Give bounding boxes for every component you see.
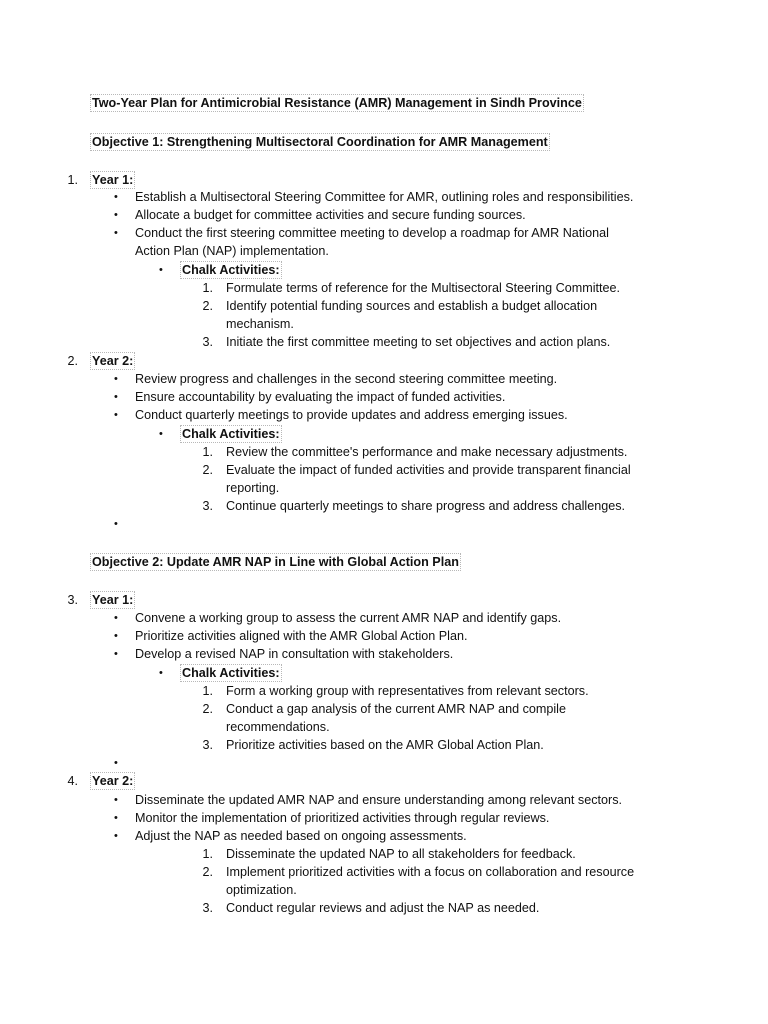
list-item: Adjust the NAP as needed based on ongoing assessments. (135, 829, 467, 843)
list-number: 3. (202, 335, 213, 349)
list-number: 1. (202, 684, 213, 698)
bullet-marker: • (114, 227, 118, 239)
list-number: 3. (202, 738, 213, 752)
bullet-marker: • (114, 409, 118, 421)
bullet-marker: • (114, 812, 118, 824)
list-number: 1. (202, 847, 213, 861)
list-number: 2. (202, 463, 213, 477)
objective-1-heading: Objective 1: Strengthening Multisectoral Coordination for AMR Management (92, 135, 548, 149)
step-item-continuation: optimization. (226, 883, 297, 897)
bullet-marker: • (159, 667, 163, 679)
chalk-activity-continuation: reporting. (226, 481, 280, 495)
list-item: Conduct quarterly meetings to provide updates and address emerging issues. (135, 408, 568, 422)
chalk-activity-continuation: mechanism. (226, 317, 294, 331)
list-number: 3. (67, 593, 78, 607)
chalk-activities-label: Chalk Activities: (182, 427, 280, 441)
chalk-activities-label: Chalk Activities: (182, 263, 280, 277)
step-item: Conduct regular reviews and adjust the NAP as needed. (226, 901, 540, 915)
year-label: Year 2: (92, 774, 134, 788)
list-item: Disseminate the updated AMR NAP and ensure understanding among relevant sectors. (135, 793, 623, 807)
chalk-activities-label: Chalk Activities: (182, 666, 280, 680)
list-number: 2. (67, 354, 78, 368)
bullet-marker: • (114, 648, 118, 660)
list-number: 4. (67, 774, 78, 788)
bullet-marker: • (159, 264, 163, 276)
list-number: 3. (202, 901, 213, 915)
bullet-marker: • (114, 191, 118, 203)
bullet-marker: • (114, 391, 118, 403)
list-number: 1. (202, 281, 213, 295)
list-item: Monitor the implementation of prioritized activities through regular reviews. (135, 811, 550, 825)
empty-bullet-marker: • (114, 518, 118, 530)
step-item: Disseminate the updated NAP to all stakeholders for feedback. (226, 847, 576, 861)
chalk-activity: Evaluate the impact of funded activities and provide transparent financial (226, 463, 631, 477)
chalk-activity: Continue quarterly meetings to share progress and address challenges. (226, 499, 626, 513)
year-label: Year 2: (92, 354, 134, 368)
bullet-marker: • (114, 373, 118, 385)
chalk-activity: Identify potential funding sources and establish a budget allocation (226, 299, 598, 313)
year-label: Year 1: (92, 173, 134, 187)
list-number: 2. (202, 702, 213, 716)
step-item: Implement prioritized activities with a focus on collaboration and resource (226, 865, 635, 879)
bullet-marker: • (159, 428, 163, 440)
chalk-activity-continuation: recommendations. (226, 720, 330, 734)
list-item-continuation: Action Plan (NAP) implementation. (135, 244, 329, 258)
bullet-marker: • (114, 209, 118, 221)
bullet-marker: • (114, 830, 118, 842)
list-item: Convene a working group to assess the current AMR NAP and identify gaps. (135, 611, 562, 625)
list-item: Conduct the first steering committee meeting to develop a roadmap for AMR National (135, 226, 609, 240)
list-item: Develop a revised NAP in consultation with stakeholders. (135, 647, 454, 661)
objective-2-heading: Objective 2: Update AMR NAP in Line with Global Action Plan (92, 555, 459, 569)
empty-bullet-marker: • (114, 757, 118, 769)
bullet-marker: • (114, 630, 118, 642)
chalk-activity: Initiate the first committee meeting to set objectives and action plans. (226, 335, 611, 349)
year-label: Year 1: (92, 593, 134, 607)
list-number: 2. (202, 299, 213, 313)
bullet-marker: • (114, 612, 118, 624)
chalk-activity: Review the committee's performance and make necessary adjustments. (226, 445, 628, 459)
list-number: 1. (202, 445, 213, 459)
chalk-activity: Formulate terms of reference for the Multisectoral Steering Committee. (226, 281, 621, 295)
document-title: Two-Year Plan for Antimicrobial Resistance (AMR) Management in Sindh Province (92, 96, 582, 110)
list-number: 2. (202, 865, 213, 879)
list-item: Ensure accountability by evaluating the impact of funded activities. (135, 390, 506, 404)
list-number: 3. (202, 499, 213, 513)
bullet-marker: • (114, 794, 118, 806)
chalk-activity: Form a working group with representatives from relevant sectors. (226, 684, 589, 698)
chalk-activity: Conduct a gap analysis of the current AMR NAP and compile (226, 702, 566, 716)
list-number: 1. (67, 173, 78, 187)
list-item: Prioritize activities aligned with the AMR Global Action Plan. (135, 629, 468, 643)
list-item: Establish a Multisectoral Steering Committee for AMR, outlining roles and responsibilities. (135, 190, 634, 204)
list-item: Review progress and challenges in the second steering committee meeting. (135, 372, 558, 386)
chalk-activity: Prioritize activities based on the AMR Global Action Plan. (226, 738, 544, 752)
list-item: Allocate a budget for committee activities and secure funding sources. (135, 208, 526, 222)
